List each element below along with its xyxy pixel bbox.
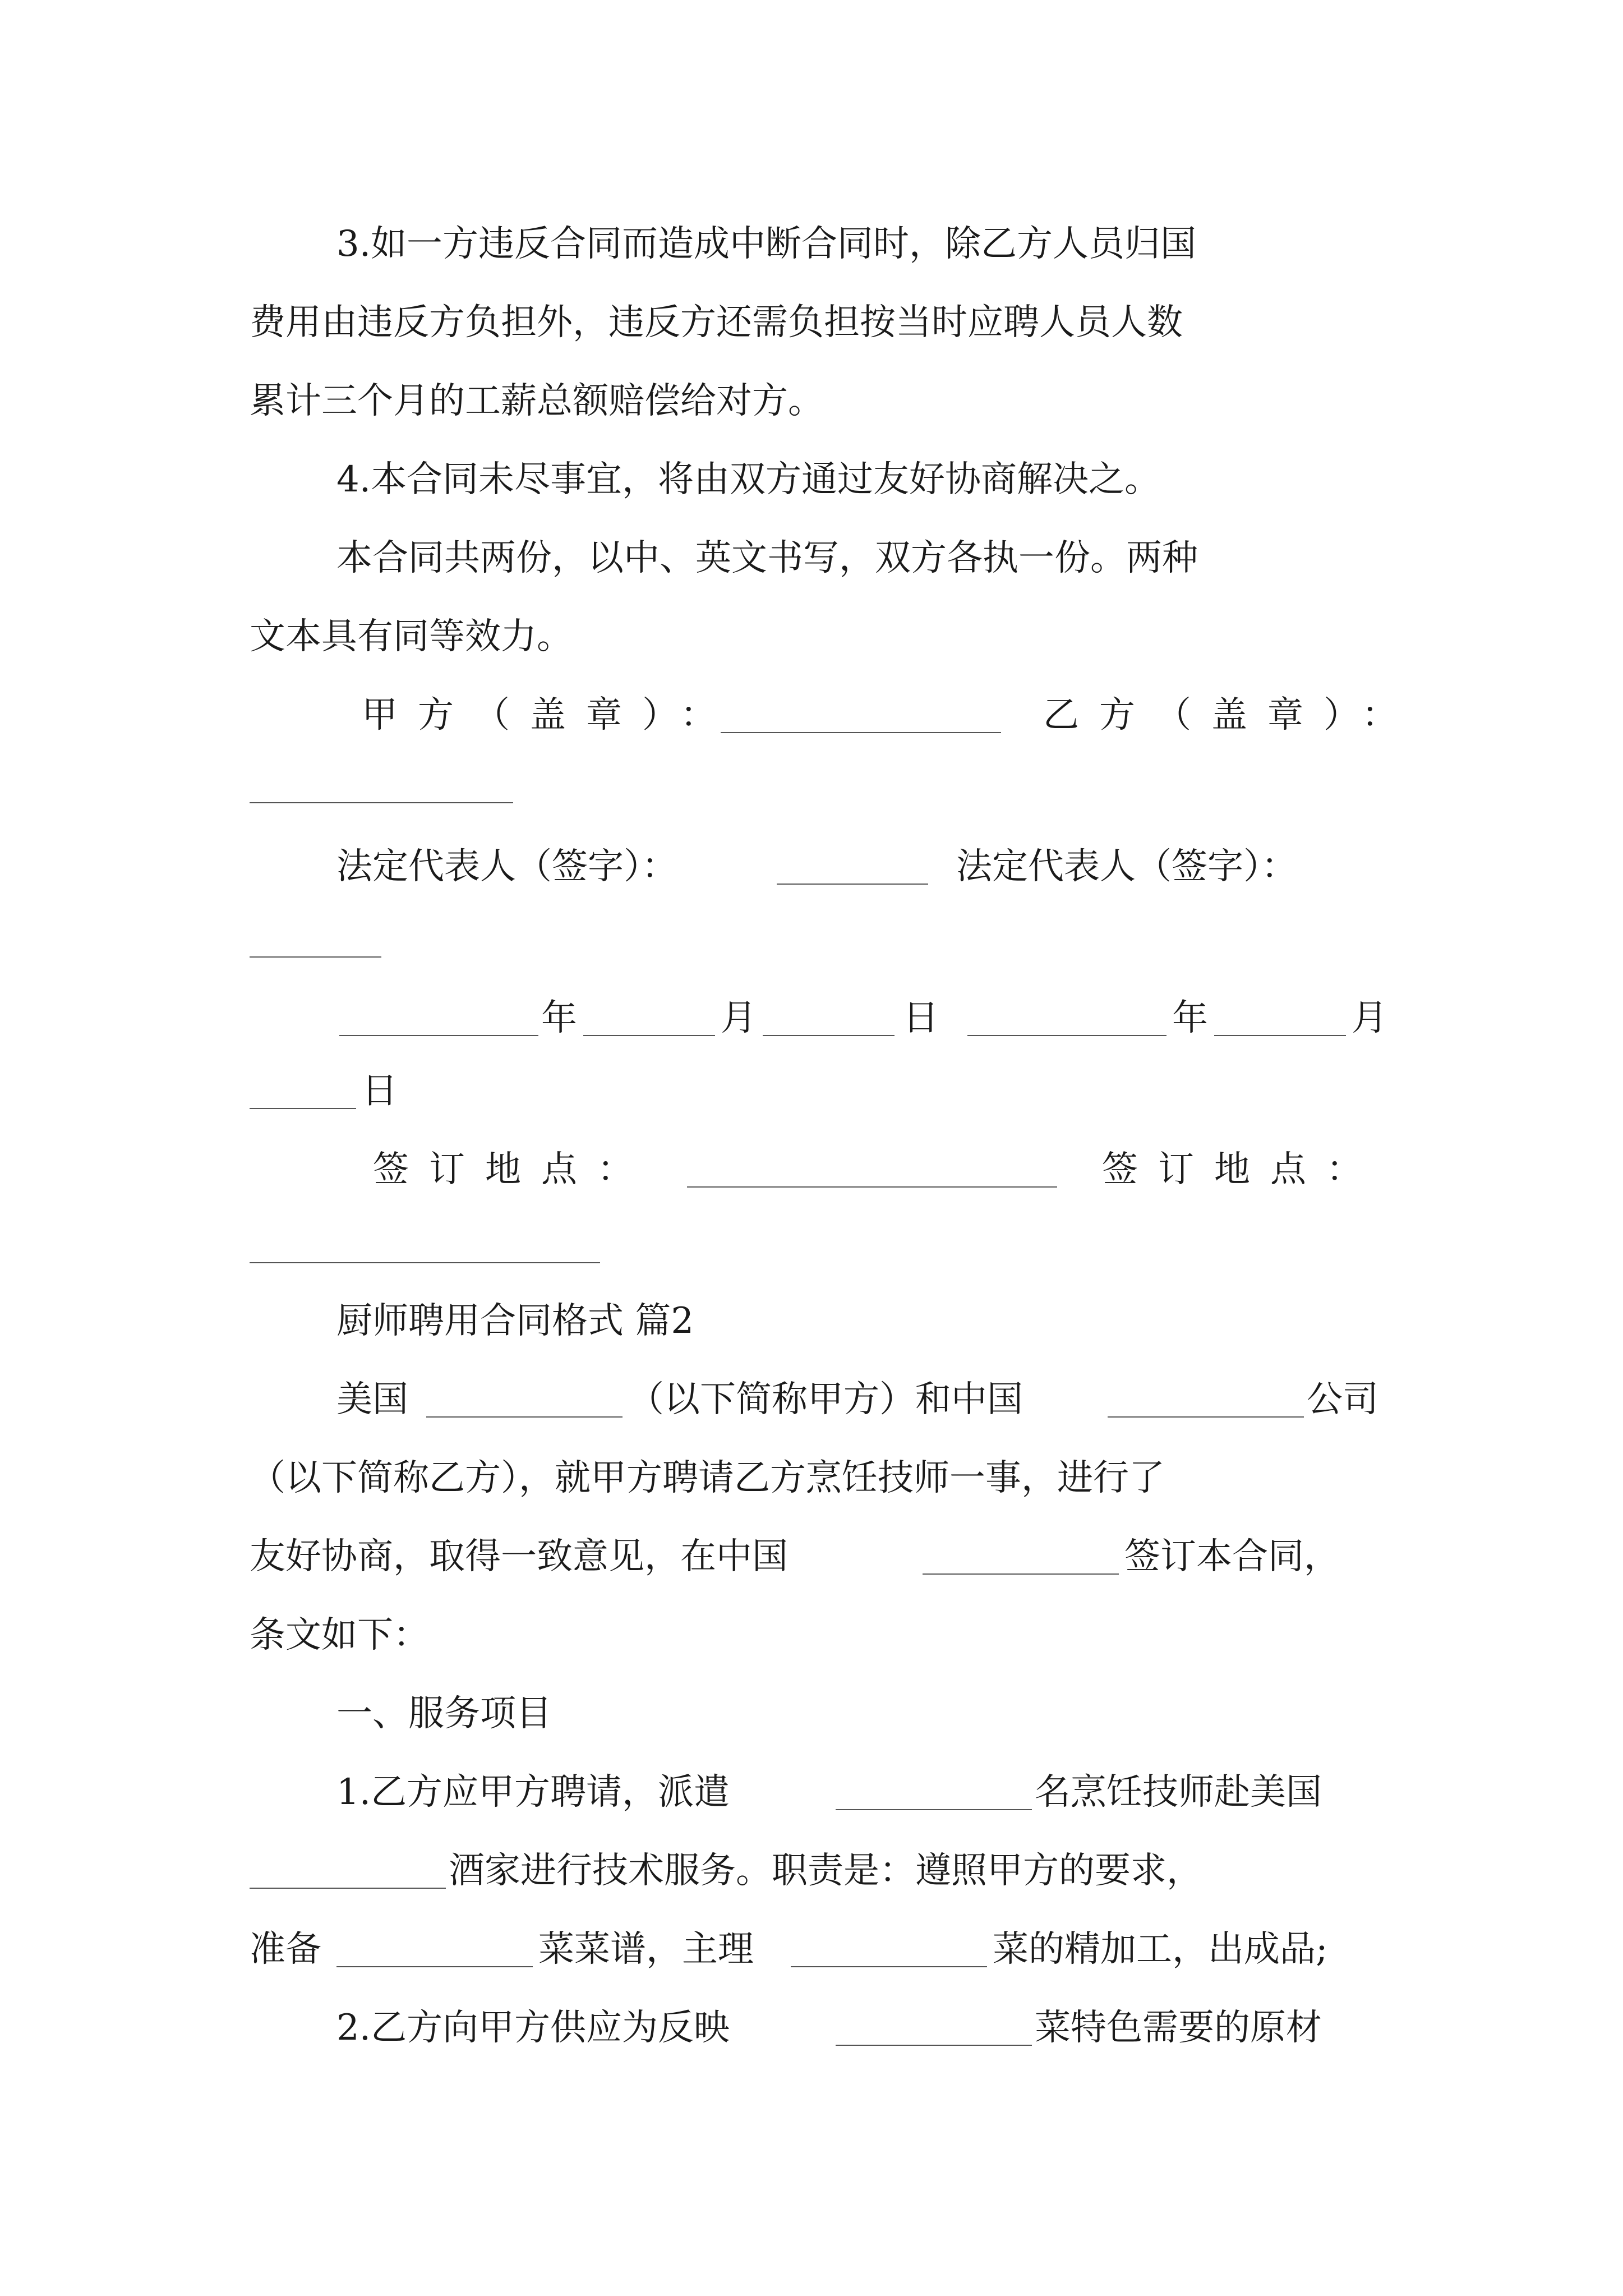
clause-3-line-3: 累计三个月的工薪总额赔偿给对方。 bbox=[250, 380, 824, 422]
item-1-line-1-part-b: 名烹饪技师赴美国 bbox=[1035, 1772, 1322, 1813]
clause-3-line-2: 费用由违反方负担外，违反方还需负担按当时应聘人员人数 bbox=[250, 302, 1183, 343]
item-2-line-1-part-a: 2.乙方向甲方供应为反映 bbox=[336, 2007, 730, 2049]
date-b-day-blank bbox=[250, 1108, 356, 1109]
date-b-year-blank bbox=[967, 1035, 1166, 1036]
date-b-year-label: 年 bbox=[1172, 997, 1208, 1039]
item-1-blank-3 bbox=[336, 1966, 533, 1967]
item-1-blank-1 bbox=[836, 1809, 1032, 1810]
copies-line-1: 本合同共两份，以中、英文书写，双方各执一份。两种 bbox=[336, 537, 1198, 579]
party-b-seal-blank bbox=[250, 802, 513, 803]
intro-line-3-part-a: 友好协商，取得一致意见，在中国 bbox=[250, 1536, 788, 1577]
intro-blank-2 bbox=[1108, 1416, 1304, 1418]
intro-blank-3 bbox=[923, 1573, 1119, 1575]
intro-blank-1 bbox=[426, 1416, 623, 1418]
place-a-label: 签订地点： bbox=[373, 1149, 653, 1190]
intro-line-1-part-b: （以下简称甲方）和中国 bbox=[628, 1379, 1023, 1420]
party-a-seal-label: 甲方（盖章）： bbox=[362, 694, 736, 736]
clause-4-line-1: 4.本合同未尽事宜，将由双方通过友好协商解决之。 bbox=[336, 459, 1161, 500]
item-2-blank-1 bbox=[836, 2045, 1032, 2046]
item-1-line-3-part-c: 菜的精加工，出成品; bbox=[993, 1929, 1328, 1970]
heading-service-items: 一、服务项目 bbox=[336, 1693, 552, 1734]
date-a-day-label: 日 bbox=[903, 997, 939, 1039]
rep-a-label: 法定代表人（签字）： bbox=[336, 846, 677, 887]
intro-line-4: 条文如下： bbox=[250, 1614, 429, 1656]
item-1-line-2: 酒家进行技术服务。职责是：遵照甲方的要求， bbox=[449, 1850, 1202, 1892]
item-1-line-3-part-a: 准备 bbox=[250, 1929, 321, 1970]
clause-3-line-1: 3.如一方违反合同而造成中断合同时，除乙方人员归国 bbox=[336, 223, 1197, 265]
place-b-blank bbox=[250, 1262, 600, 1263]
date-a-year-blank bbox=[339, 1035, 538, 1036]
rep-b-blank bbox=[250, 956, 381, 958]
date-a-day-blank bbox=[763, 1035, 895, 1036]
intro-line-1-part-a: 美国 bbox=[336, 1379, 408, 1420]
item-1-line-3-part-b: 菜菜谱，主理 bbox=[538, 1929, 754, 1970]
date-b-month-blank bbox=[1214, 1035, 1346, 1036]
intro-line-3-part-b: 签订本合同， bbox=[1124, 1536, 1340, 1577]
section-title: 厨师聘用合同格式 篇2 bbox=[336, 1300, 694, 1342]
item-1-blank-4 bbox=[791, 1966, 987, 1967]
rep-b-label: 法定代表人（签字）： bbox=[956, 846, 1297, 887]
date-b-month-label: 月 bbox=[1352, 997, 1387, 1039]
intro-line-1-part-c: 公司 bbox=[1307, 1379, 1378, 1420]
date-a-month-blank bbox=[583, 1035, 715, 1036]
party-a-seal-blank bbox=[721, 732, 1001, 733]
party-b-seal-label: 乙方（盖章）： bbox=[1043, 694, 1418, 736]
intro-line-2: （以下简称乙方），就甲方聘请乙方烹饪技师一事，进行了 bbox=[250, 1457, 1165, 1499]
copies-line-2: 文本具有同等效力。 bbox=[250, 616, 573, 657]
item-1-line-1-part-a: 1.乙方应甲方聘请，派遣 bbox=[336, 1772, 730, 1813]
place-a-blank bbox=[687, 1186, 1057, 1188]
item-2-line-1-part-b: 菜特色需要的原材 bbox=[1035, 2007, 1322, 2049]
item-1-blank-2 bbox=[250, 1888, 446, 1889]
date-a-year-label: 年 bbox=[541, 997, 577, 1039]
date-b-day-label: 日 bbox=[362, 1070, 398, 1112]
rep-a-blank bbox=[777, 884, 928, 885]
date-a-month-label: 月 bbox=[721, 997, 757, 1039]
place-b-label: 签订地点： bbox=[1102, 1149, 1382, 1190]
